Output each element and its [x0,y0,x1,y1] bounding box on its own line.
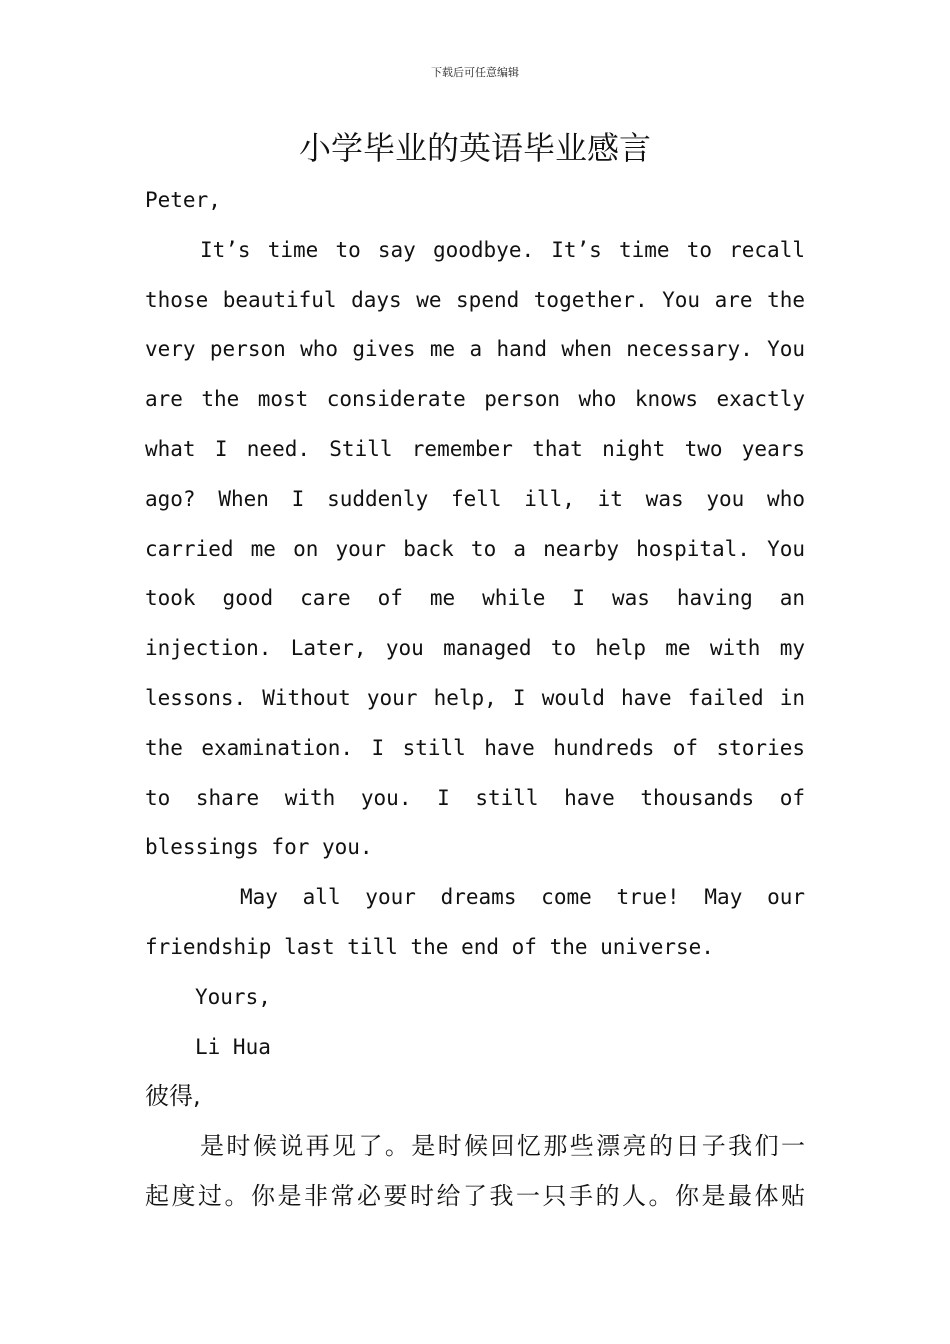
signature: Li Hua [195,1034,271,1059]
letter-body [145,176,805,1222]
paragraph-line: very person who gives me a hand when necessary. You [145,337,805,362]
closing: Yours, [195,984,271,1009]
paragraph-line: blessings for you. [145,835,373,860]
greeting-chinese: 彼得, [145,1082,201,1111]
greeting-english: Peter, [145,188,221,212]
paragraph-line: carried me on your back to a nearby hospital. You [145,536,805,561]
paragraph-line: friendship last till the end of the universe. [145,934,714,959]
paragraph-line: the examination. I still have hundreds of stories [145,735,805,760]
paragraph-line: It’s time to say goodbye. It’s time to recall [200,237,805,262]
paragraph-line: lessons. Without your help, I would have failed in [145,685,805,710]
paragraph-line: those beautiful days we spend together. You are the [145,287,805,312]
paragraph-line: ago? When I suddenly fell ill, it was you who [145,486,805,511]
paragraph-line: took good care of me while I was having an [145,586,805,611]
paragraph-line: are the most considerate person who knows exactly [145,387,805,412]
chinese-paragraph-line: 是时候说再见了。是时候回忆那些漂亮的日子我们一 [200,1132,805,1161]
paragraph-line: what I need. Still remember that night two years [145,436,805,461]
paragraph-line: May all your dreams come true! May our [240,885,805,910]
paragraph-line: to share with you. I still have thousands of [145,785,805,810]
chinese-paragraph-line: 起度过。你是非常必要时给了我一只手的人。你是最体贴 [145,1181,805,1210]
document-title: 小学毕业的英语毕业感言 [298,129,651,167]
header-note: 下载后可任意编辑 [431,66,519,79]
paragraph-line: injection. Later, you managed to help me with my [145,636,805,661]
